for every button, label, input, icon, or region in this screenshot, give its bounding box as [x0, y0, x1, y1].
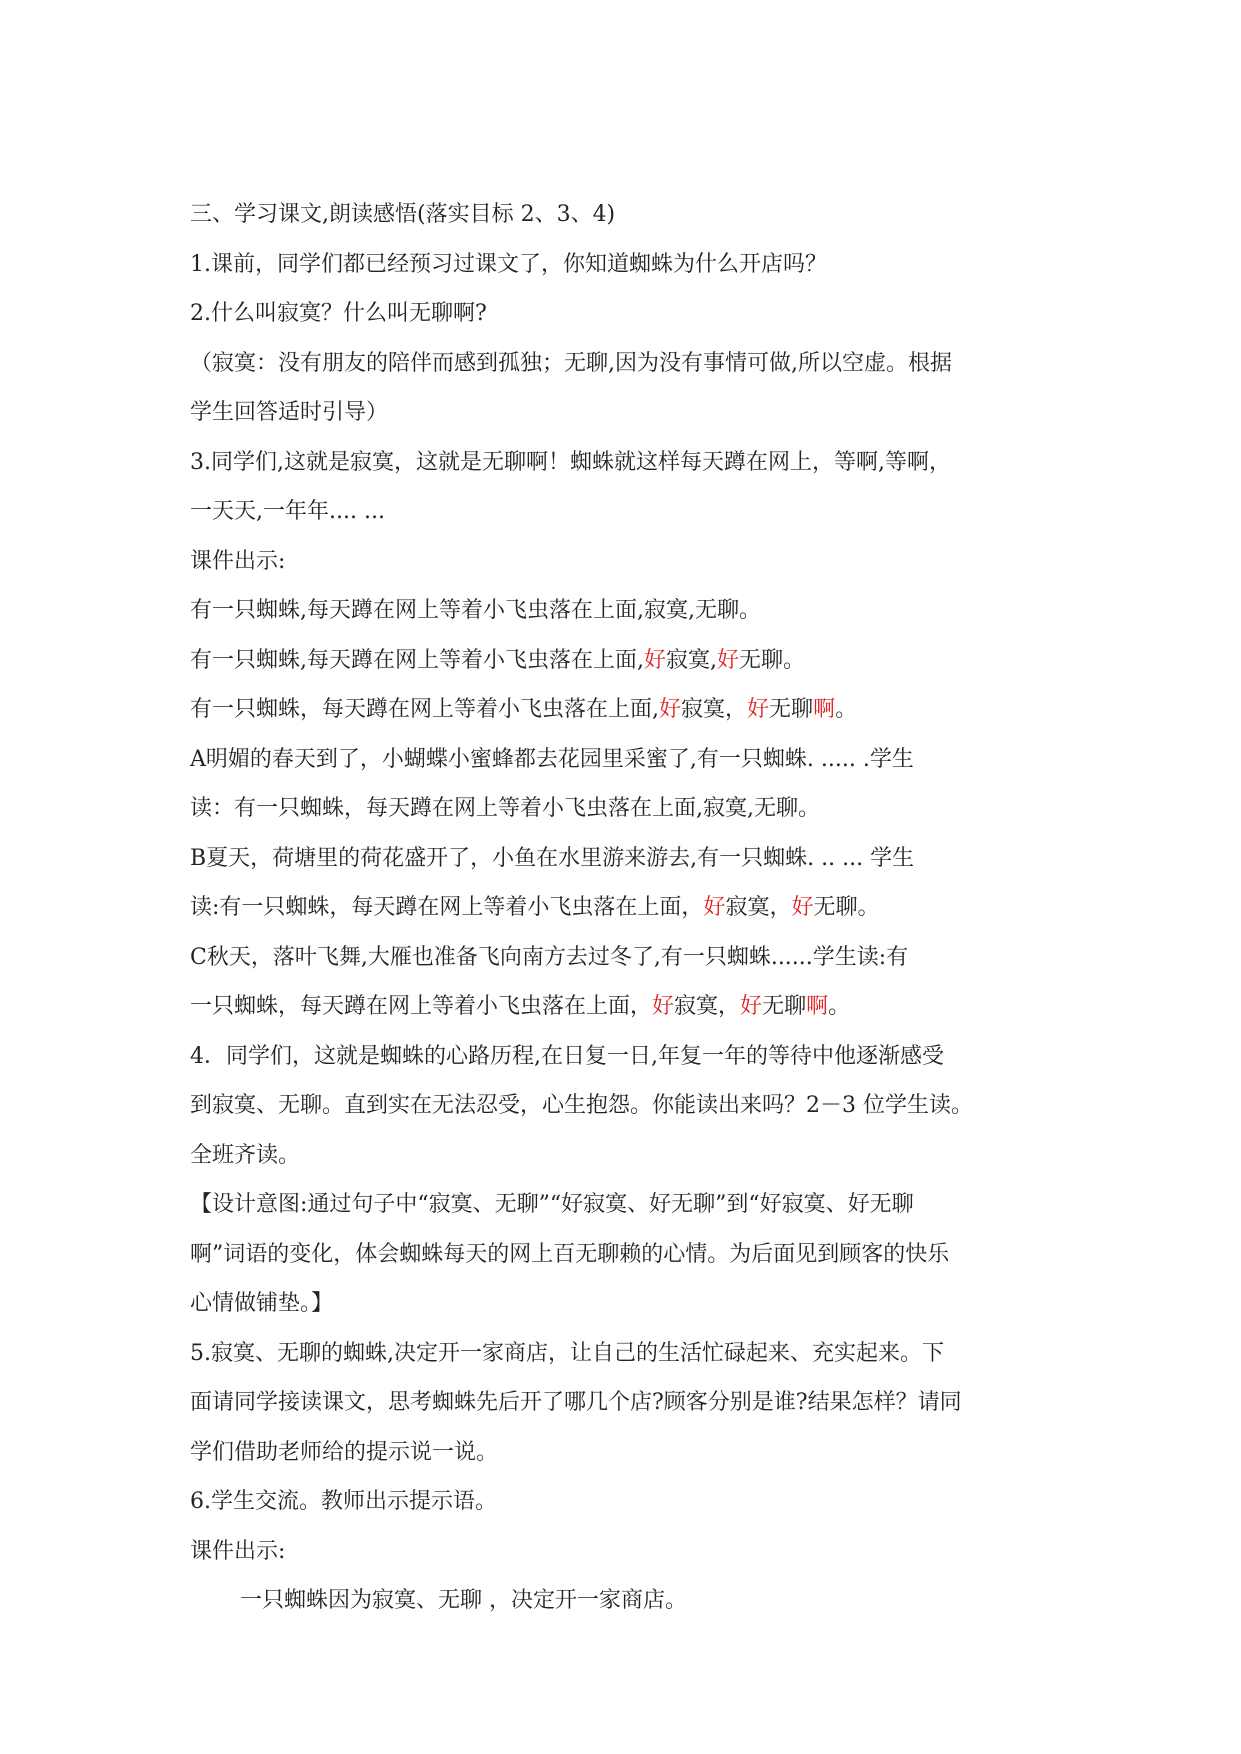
emphasis-word: 好: [747, 697, 770, 722]
emphasis-word: 好: [644, 647, 667, 673]
step-6: 6.学生交流。教师出示提示语。: [190, 1489, 497, 1514]
step-5-continued: 面请同学接读课文，思考蜘蛛先后开了哪几个店?顾客分别是谁?结果怎样？请同: [190, 1390, 962, 1415]
emphasis-word: 好: [703, 895, 726, 920]
step-5-end: 学们借助老师给的提示说一说。: [190, 1439, 499, 1465]
question-2: 2.什么叫寂寞？什么叫无聊啊?: [190, 301, 487, 326]
prompt-sentence: 一只蜘蛛因为寂寞、无聊 ，决定开一家商店。: [240, 1588, 687, 1613]
emphasis-word: 好: [791, 895, 814, 920]
emphasis-word: 好: [652, 994, 675, 1019]
document-page: [190, 190, 1070, 1626]
emphasis-word: 啊: [813, 697, 836, 722]
step-4: 4．同学们，这就是蜘蛛的心路历程,在日复一日,年复一年的等待中他逐渐感受: [190, 1043, 944, 1069]
example-sentence-1: 有一只蜘蛛,每天蹲在网上等着小飞虫落在上面,寂寞,无聊。: [190, 598, 761, 623]
design-intent-continued: 啊”词语的变化，体会蜘蛛每天的网上百无聊赖的心情。为后面见到顾客的快乐: [190, 1241, 950, 1267]
step-4-continued: 到寂寞、无聊。直到实在无法忍受，心生抱怨。你能读出来吗？2－3 位学生读。: [190, 1093, 973, 1118]
design-intent-end: 心情做铺垫。】: [190, 1291, 334, 1316]
design-intent: 【设计意图:通过句子中“寂寞、无聊”“好寂寞、好无聊”到“好寂寞、好无聊: [190, 1192, 914, 1217]
emphasis-word: 好: [740, 994, 763, 1019]
step-5: 5.寂寞、无聊的蜘蛛,决定开一家商店，让自己的生活忙碌起来、充实起来。下: [190, 1340, 944, 1366]
section-heading: 三、学习课文,朗读感悟(落实目标 2、3、4): [190, 202, 616, 227]
example-sentence-2: 有一只蜘蛛,每天蹲在网上等着小飞虫落在上面,好寂寞,好无聊。: [190, 647, 806, 673]
emphasis-word: 好: [659, 697, 682, 722]
definition-note-continued: 学生回答适时引导）: [190, 400, 389, 425]
emphasis-word: 好: [717, 647, 740, 673]
scene-a: A明媚的春天到了，小蝴蝶小蜜蜂都去花园里采蜜了,有一只蜘蛛. ..... .学生: [190, 746, 914, 772]
scene-c: C秋天，落叶飞舞,大雁也准备飞向南方去过冬了,有一只蜘蛛......学生读:有: [190, 944, 909, 970]
step-3-continued: 一天天,一年年.... ...: [190, 499, 385, 524]
question-1: 1.课前，同学们都已经预习过课文了，你知道蜘蛛为什么开店吗？: [190, 251, 827, 277]
example-sentence-3: 有一只蜘蛛，每天蹲在网上等着小飞虫落在上面,好寂寞，好无聊啊。: [190, 697, 858, 722]
step-3: 3.同学们,这就是寂寞，这就是无聊啊！蜘蛛就这样每天蹲在网上，等啊,等啊，: [190, 449, 951, 475]
courseware-label: 课件出示:: [190, 548, 286, 574]
definition-note: （寂寞：没有朋友的陪伴而感到孤独；无聊,因为没有事情可做,所以空虚。根据: [190, 350, 952, 376]
step-4-class-reading: 全班齐读。: [190, 1142, 301, 1168]
scene-b: B夏天，荷塘里的荷花盛开了，小鱼在水里游来游去,有一只蜘蛛. .. ... 学生: [190, 845, 915, 871]
scene-c-reading: 一只蜘蛛，每天蹲在网上等着小飞虫落在上面，好寂寞，好无聊啊。: [190, 994, 851, 1019]
scene-a-reading: 读：有一只蜘蛛，每天蹲在网上等着小飞虫落在上面,寂寞,无聊。: [190, 796, 820, 821]
courseware-label-2: 课件出示:: [190, 1538, 286, 1564]
emphasis-word: 啊: [806, 994, 829, 1019]
scene-b-reading: 读:有一只蜘蛛，每天蹲在网上等着小飞虫落在上面，好寂寞，好无聊。: [190, 895, 880, 920]
